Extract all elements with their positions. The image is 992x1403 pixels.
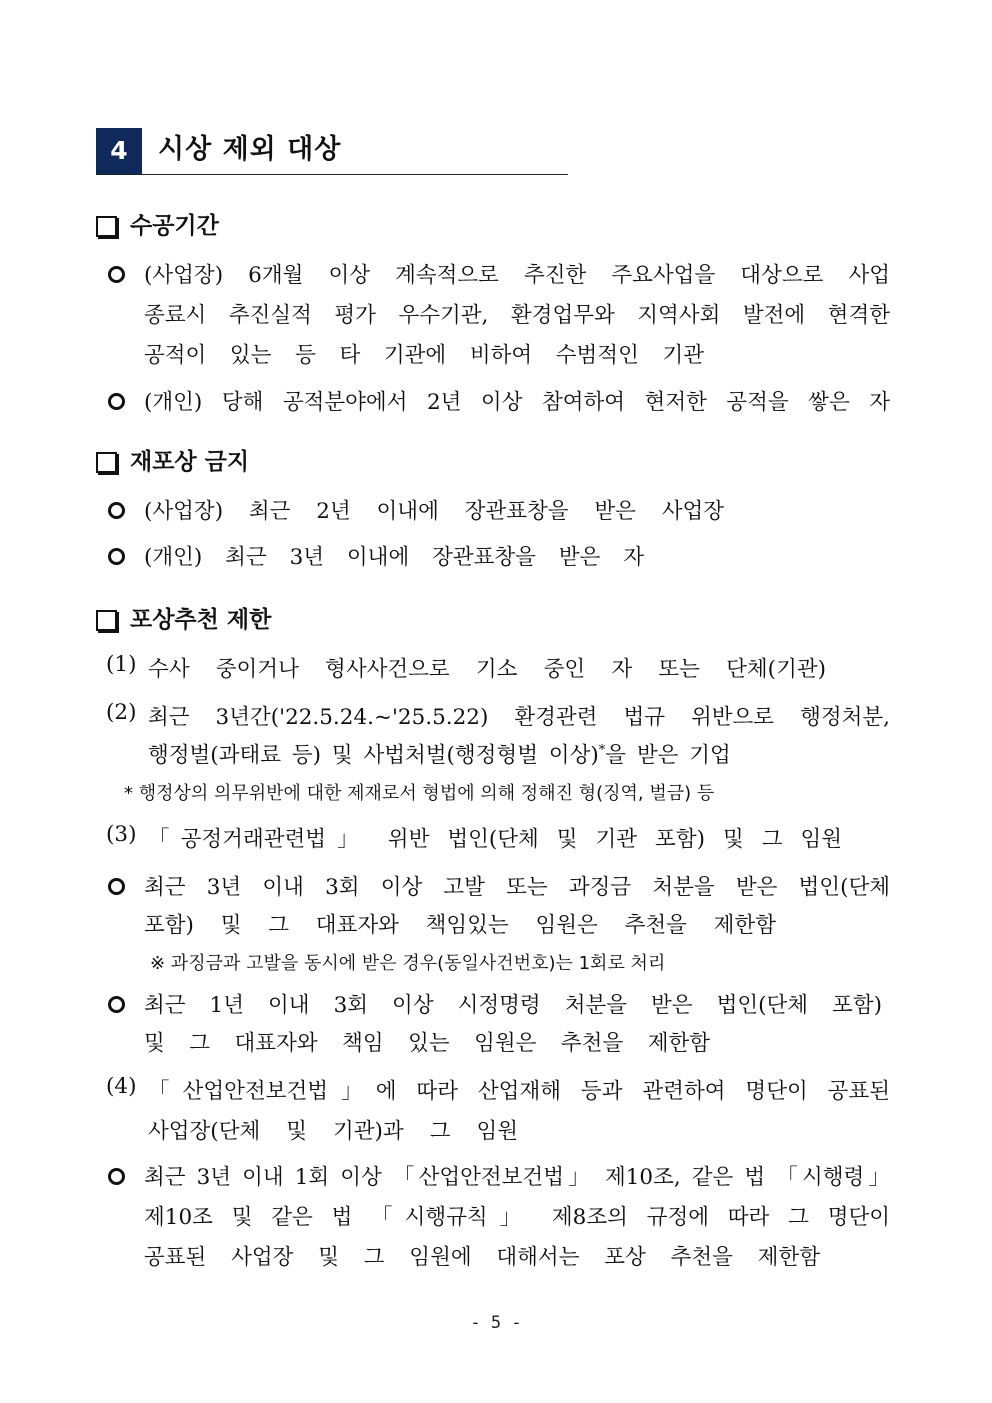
item-number: (2) xyxy=(106,700,137,725)
checkbox-square-icon xyxy=(96,452,117,473)
text-line: 공표된 사업장 및 그 임원에 대해서는 포상 추천을 제한함 xyxy=(144,1245,820,1270)
text-line: 최근 3년 이내 1회 이상 「산업안전보건법」 제10조, 같은 법 「시행령」 xyxy=(144,1165,890,1190)
checkbox-square-icon xyxy=(96,610,117,631)
circle-bullet-icon xyxy=(108,393,125,410)
circle-bullet-icon xyxy=(108,502,125,519)
text-line: 및 그 대표자와 책임 있는 임원은 추천을 제한함 xyxy=(144,1031,710,1056)
circle-bullet-icon xyxy=(108,878,125,895)
text-line: 최근 3년간('22.5.24.~'25.5.22) 환경관련 법규 위반으로 행정처분, xyxy=(148,705,890,730)
text-line: (개인) 최근 3년 이내에 장관표창을 받은 자 xyxy=(144,545,644,570)
text-line: 최근 1년 이내 3회 이상 시정명령 처분을 받은 법인(단체 포함) xyxy=(144,993,882,1018)
circle-bullet-icon xyxy=(108,548,125,565)
item-number: (1) xyxy=(106,652,137,677)
text-line: 사업장(단체 및 기관)과 그 임원 xyxy=(148,1119,518,1144)
reference-note: ※ 과징금과 고발을 동시에 받은 경우(동일사건번호)는 1회로 처리 xyxy=(150,953,666,974)
subheading-text: 수공기간 xyxy=(130,213,219,239)
section-heading xyxy=(96,128,568,175)
item-number: (4) xyxy=(106,1074,137,1099)
footnote: * 행정상의 의무위반에 대한 제재로서 형법에 의해 정해진 형(징역, 벌금) 등 xyxy=(124,783,715,804)
section-number: 4 xyxy=(96,128,142,174)
text-line: 종료시 추진실적 평가 우수기관, 환경업무와 지역사회 발전에 현격한 xyxy=(144,303,890,328)
text-line: 공적이 있는 등 타 기관에 비하여 수범적인 기관 xyxy=(144,343,704,368)
text-line: 최근 3년 이내 3회 이상 고발 또는 과징금 처분을 받은 법인(단체 xyxy=(144,875,890,900)
text-line: (사업장) 최근 2년 이내에 장관표창을 받은 사업장 xyxy=(144,499,724,524)
circle-bullet-icon xyxy=(108,996,125,1013)
circle-bullet-icon xyxy=(108,1168,125,1185)
text-line: 「산업안전보건법」에 따라 산업재해 등과 관련하여 명단이 공표된 xyxy=(148,1079,890,1104)
text-line: 「공정거래관련법」 위반 법인(단체 및 기관 포함) 및 그 임원 xyxy=(148,827,842,852)
page-number: - 5 - xyxy=(470,1313,522,1333)
subheading-text: 포상추천 제한 xyxy=(130,607,272,633)
item-number: (3) xyxy=(106,822,137,847)
checkbox-square-icon xyxy=(96,216,117,237)
text-line: 포함) 및 그 대표자와 책임있는 임원은 추천을 제한함 xyxy=(144,913,776,938)
subheading-text: 재포상 금지 xyxy=(130,449,250,475)
text-line: (개인) 당해 공적분야에서 2년 이상 참여하여 현저한 공적을 쌓은 자 xyxy=(144,390,890,415)
text-line: 행정벌(과태료 등) 및 사법처벌(행정형벌 이상)*을 받은 기업 xyxy=(148,742,731,768)
text-line: 수사 중이거나 형사사건으로 기소 중인 자 또는 단체(기관) xyxy=(148,657,826,682)
text-line: 제10조 및 같은 법 「시행규칙」 제8조의 규정에 따라 그 명단이 xyxy=(144,1205,890,1230)
section-title: 시상 제외 대상 xyxy=(158,134,342,165)
circle-bullet-icon xyxy=(108,266,125,283)
text-line: (사업장) 6개월 이상 계속적으로 추진한 주요사업을 대상으로 사업 xyxy=(144,263,890,288)
